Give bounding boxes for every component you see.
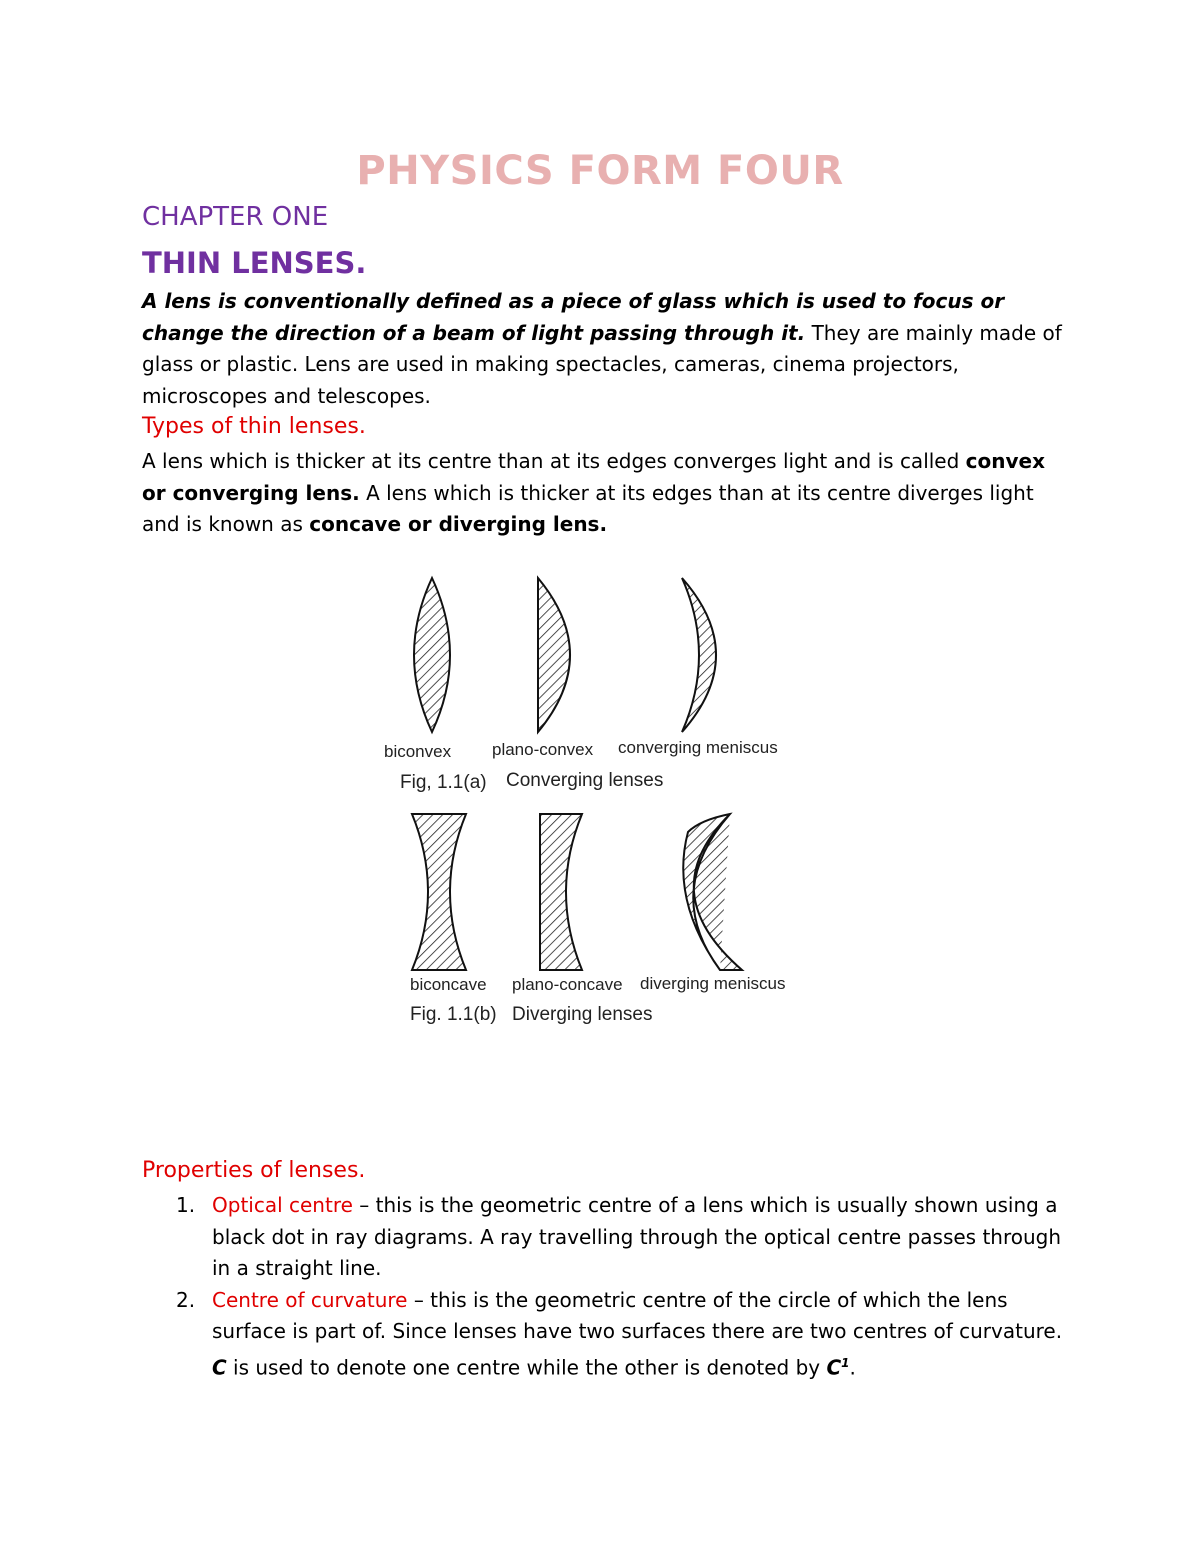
caption-converging-title: Converging lenses [506,770,664,791]
label-biconcave: biconcave [410,975,487,994]
properties-list [142,1190,1072,1384]
list-number: 2. [176,1287,196,1312]
label-diverging-meniscus: diverging meniscus [640,974,786,993]
caption-converging-fig: Fig, 1.1(a) [400,772,487,793]
curvature-end: . [849,1355,856,1380]
biconcave-lens-shape [412,814,466,970]
convex-term: convex or converging lens. [142,449,1046,505]
diverging-meniscus-lens-shape [683,814,742,970]
list-item [142,1285,1072,1384]
symbol-c-prime: C [826,1355,842,1380]
intro-rest: They are mainly made of glass or plastic. Lens are used in making spectacles, cameras, cinema projectors, microscopes and telescopes. [142,320,1062,408]
optical-centre-text: – this is the geometric centre of a lens which is usually shown using a black dot in ray diagrams. A ray travelling through the optical centre passes through in a straight line. [212,1193,1062,1280]
section-title: THIN LENSES. [142,246,367,280]
types-text-1: A lens which is thicker at its centre than at its edges converges light and is called [142,449,966,473]
types-paragraph [142,446,1072,541]
caption-diverging-fig: Fig. 1.1(b) [410,1004,497,1025]
curvature-text-1: – this is the geometric centre of the circle of which the lens surface is part of. Since lenses have two surfaces there are two centres of curvature. [212,1287,1063,1343]
properties-heading: Properties of lenses. [142,1158,366,1183]
list-item [142,1190,1072,1285]
caption-diverging-title: Diverging lenses [512,1004,653,1025]
lens-definition: A lens is conventionally defined as a piece of glass which is used to focus or change the direction of a beam of light passing through it. [142,289,1005,345]
list-number: 1. [176,1193,196,1217]
page-title: PHYSICS FORM FOUR [356,148,844,194]
symbol-c-superscript: 1 [841,1355,850,1370]
plano-concave-lens-shape [540,814,582,970]
symbol-c: C [212,1355,227,1380]
label-biconvex: biconvex [384,742,452,761]
optical-centre-term: Optical centre [212,1193,353,1217]
types-heading: Types of thin lenses. [142,414,366,439]
chapter-heading: CHAPTER ONE [142,202,329,232]
intro-paragraph [142,286,1072,412]
curvature-text-2: is used to denote one centre while the other is denoted by [226,1355,827,1380]
label-plano-concave: plano-concave [512,975,623,994]
lens-types-figure [370,570,810,1040]
biconvex-lens-shape [414,578,450,732]
centre-of-curvature-term: Centre of curvature [212,1287,408,1312]
concave-term: concave or diverging lens. [309,512,608,536]
converging-meniscus-lens-shape [682,578,716,732]
label-plano-convex: plano-convex [492,740,594,759]
plano-convex-lens-shape [538,578,570,732]
types-text-2: A lens which is thicker at its edges than at its centre diverges light and is known as [142,480,1034,536]
label-converging-meniscus: converging meniscus [618,738,778,757]
